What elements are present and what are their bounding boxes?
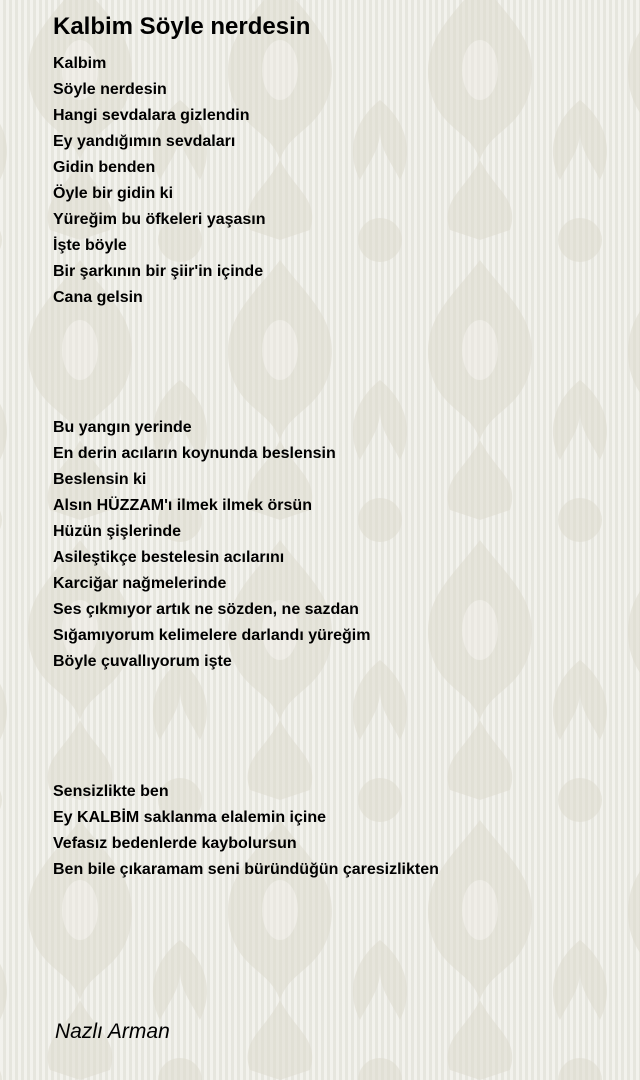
poem-line: Böyle çuvallıyorum işte (53, 653, 232, 670)
blank-line (53, 363, 439, 389)
poem-line: Cana gelsin (53, 289, 143, 306)
poem-line: Vefasız bedenlerde kaybolursun (53, 835, 297, 852)
poem-title: Kalbim Söyle nerdesin (53, 13, 311, 40)
poem-line: Söyle nerdesin (53, 81, 167, 98)
blank-line (53, 311, 439, 337)
poem-line: Alsın HÜZZAM'ı ilmek ilmek örsün (53, 497, 312, 514)
blank-line (53, 753, 439, 779)
blank-line (53, 675, 439, 701)
poem-line: İşte böyle (53, 237, 127, 254)
poem-line: Kalbim (53, 55, 107, 72)
blank-line (53, 727, 439, 753)
poem-line: Bu yangın yerinde (53, 419, 192, 436)
poem-line: Asileştikçe bestelesin acılarını (53, 549, 285, 566)
blank-line (53, 389, 439, 415)
stanza-3 (53, 779, 439, 883)
poem-line: Karciğar nağmelerinde (53, 575, 227, 592)
poem-line: En derin acıların koynunda beslensin (53, 445, 336, 462)
poem-author: Nazlı Arman (55, 1020, 170, 1043)
poem-line: Öyle bir gidin ki (53, 185, 174, 202)
poem-line: Hüzün şişlerinde (53, 523, 182, 540)
poem-line: Hangi sevdalara gizlendin (53, 107, 250, 124)
poem-line: Beslensin ki (53, 471, 147, 488)
blank-line (53, 701, 439, 727)
poem-line: Yüreğim bu öfkeleri yaşasın (53, 211, 266, 228)
poem-line: Sığamıyorum kelimelere darlandı yüreğim (53, 627, 371, 644)
poem-line: Gidin benden (53, 159, 156, 176)
poem-line: Ben bile çıkaramam seni büründüğün çaresizlikten (53, 861, 439, 878)
poem-line: Sensizlikte ben (53, 783, 169, 800)
poem-line: Bir şarkının bir şiir'in içinde (53, 263, 264, 280)
poem-body (53, 51, 439, 883)
poem-line: Ey KALBİM saklanma elalemin içine (53, 809, 326, 826)
stanza-2 (53, 415, 439, 675)
stanza-1 (53, 51, 439, 311)
blank-line (53, 337, 439, 363)
poem-line: Ey yandığımın sevdaları (53, 133, 236, 150)
poem-line: Ses çıkmıyor artık ne sözden, ne sazdan (53, 601, 359, 618)
